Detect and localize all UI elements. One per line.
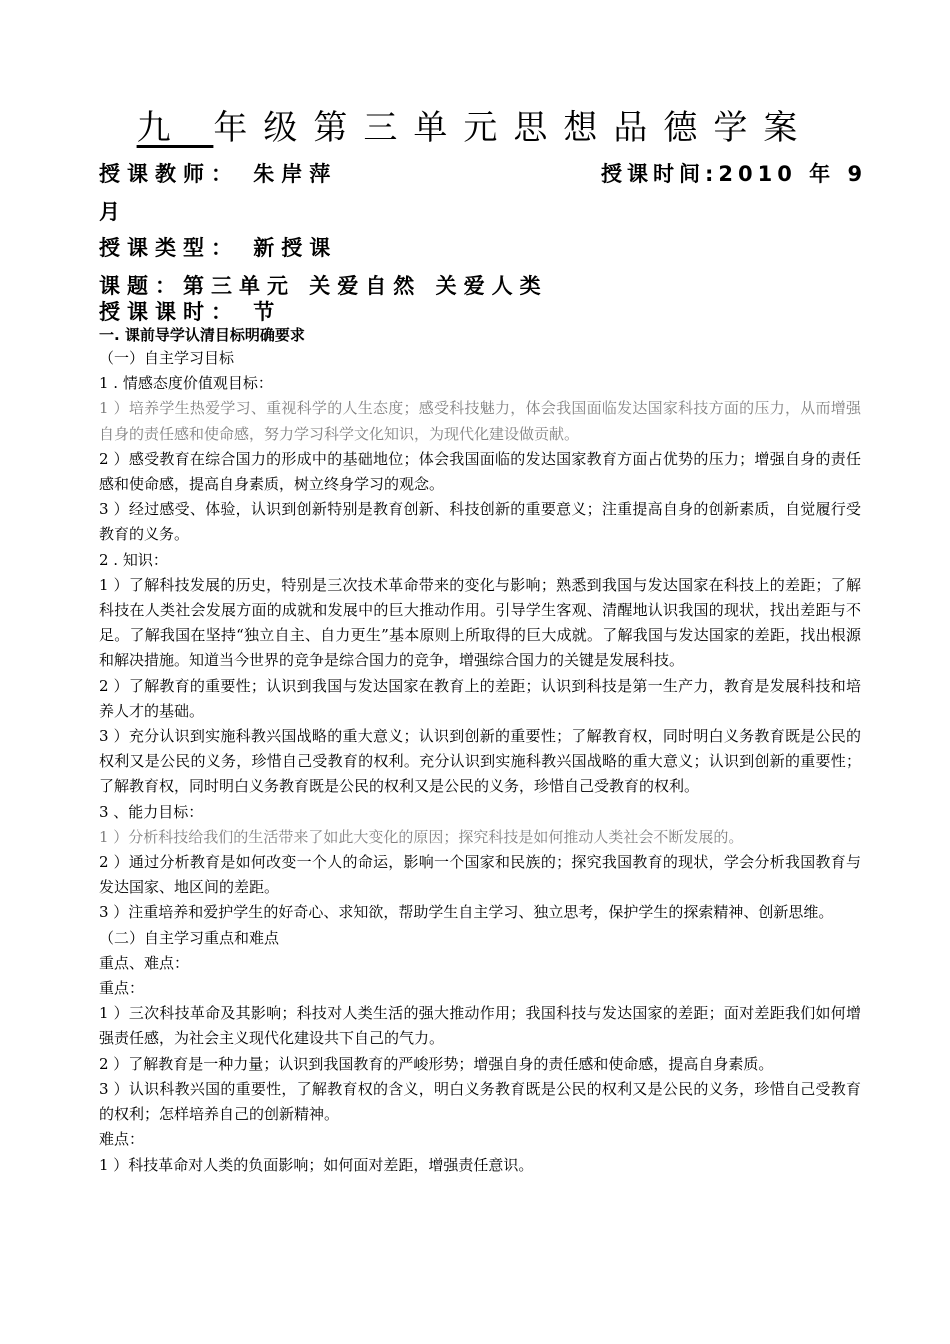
paragraph: 重点： <box>99 979 145 998</box>
paragraph: 重点、难点： <box>99 953 190 972</box>
paragraph: 1 ）了解科技发展的历史，特别是三次技术革命带来的变化与影响；熟悉到我国与发达国家在科技上的差距；了解科技在人类社会发展方面的成就和发展中的巨大推动作用。引导学生客观、清醒地认识我国的现状，找出差距与不足。了解我国在坚持“独立自主、自力更生”基本原则上所取得的巨大成就。了解我国与发达国家的差距，找出根源和解决措施。知道当今世界的竞争是综合国力的竞争，增强综合国力的关键是发展科技。 <box>99 575 861 670</box>
document-title <box>0 100 950 149</box>
paragraph: 1 ）培养学生热爱学习、重视科学的人生态度；感受科技魅力，体会我国面临发达国家科技方面的压力，从而增强自身的责任感和使命感，努力学习科学文化知识，为现代化建设做贡献。 <box>99 399 861 443</box>
teacher-line: 授课教师： 朱岸萍 <box>99 162 338 186</box>
paragraph: 2 ）感受教育在综合国力的形成中的基础地位；体会我国面临的发达国家教育方面占优势的压力；增强自身的责任感和使命感，提高自身素质，树立终身学习的观念。 <box>99 449 861 494</box>
time-line-continued: 月 <box>99 200 127 224</box>
paragraph: 2 ）通过分析教育是如何改变一个人的命运，影响一个国家和民族的；探究我国教育的现状，学会分析我国教育与发达国家、地区间的差距。 <box>99 853 861 897</box>
paragraph: 2 ）了解教育的重要性；认识到我国与发达国家在教育上的差距；认识到科技是第一生产力，教育是发展科技和培养人才的基础。 <box>99 676 861 720</box>
hours-line: 授课课时： 节 <box>99 300 282 324</box>
paragraph: 难点： <box>99 1130 145 1149</box>
title-text: 年级第三单元思想品德学案 <box>213 108 814 148</box>
paragraph: 1 ）分析科技给我们的生活带来了如此大变化的原因；探究科技是如何推动人类社会不断发展的。 <box>99 827 744 846</box>
paragraph: 2 . 知识： <box>99 550 168 569</box>
paragraph: 1 ）科技革命对人类的负面影响；如何面对差距，增强责任意识。 <box>99 1155 534 1174</box>
paragraph: 3 ）充分认识到实施科教兴国战略的重大意义；认识到创新的重要性；了解教育权，同时明白义务教育既是公民的权利又是公民的义务，珍惜自己受教育的权利。充分认识到实施科教兴国战略的重大意义；认识到创新的重要性；了解教育权，同时明白义务教育既是公民的权利又是公民的义务，珍惜自己受教育的权利。 <box>99 727 861 796</box>
time-line: 授课时间:2010 年 9 <box>601 162 868 186</box>
document-body <box>99 346 861 1178</box>
paragraph: 3 ）认识科教兴国的重要性，了解教育权的含义，明白义务教育既是公民的权利又是公民的义务，珍惜自己受教育的权利；怎样培养自己的创新精神。 <box>99 1079 861 1124</box>
topic-line: 课题：第三单元 关爱自然 关爱人类 <box>99 274 548 298</box>
paragraph: 3 ）经过感受、体验，认识到创新特别是教育创新、科技创新的重要意义；注重提高自身的创新素质，自觉履行受教育的义务。 <box>99 500 861 544</box>
section-heading: 一. 课前导学认清目标明确要求 <box>99 326 305 344</box>
paragraph: 3 、能力目标： <box>99 802 204 821</box>
paragraph: 3 ）注重培养和爱护学生的好奇心、求知欲，帮助学生自主学习、独立思考，保护学生的探索精神、创新思维。 <box>99 903 834 922</box>
paragraph: 2 ）了解教育是一种力量；认识到我国教育的严峻形势；增强自身的责任感和使命感，提高自身素质。 <box>99 1054 774 1073</box>
title-grade: 九 <box>136 108 214 148</box>
paragraph: （一）自主学习目标 <box>99 349 235 367</box>
header-row-teacher <box>99 158 869 188</box>
paragraph: （二）自主学习重点和难点 <box>99 928 280 947</box>
lesson-type-line: 授课类型： 新授课 <box>99 236 338 260</box>
paragraph: 1 . 情感态度价值观目标： <box>99 374 273 393</box>
paragraph: 1 ）三次科技革命及其影响；科技对人类生活的强大推动作用；我国科技与发达国家的差距；面对差距我们如何增强责任感，为社会主义现代化建设共下自己的气力。 <box>99 1004 861 1048</box>
